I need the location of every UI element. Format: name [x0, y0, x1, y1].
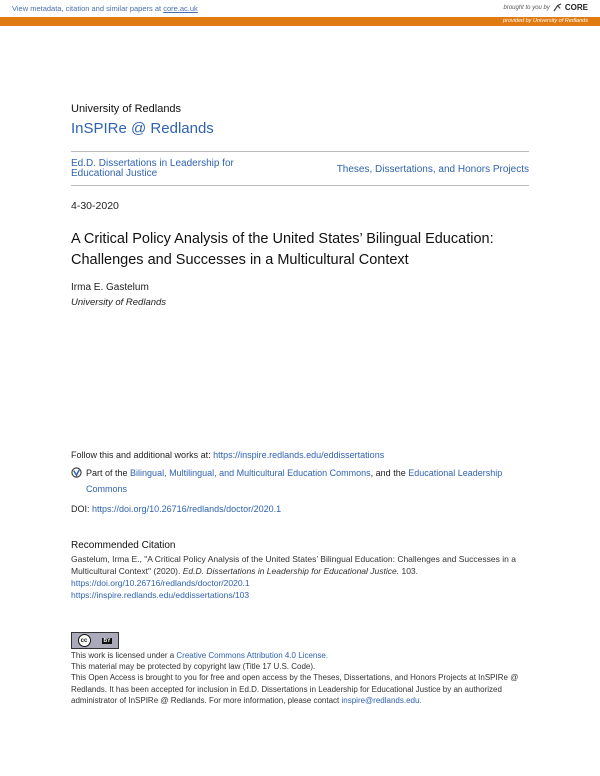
- collection-link-eddissertations[interactable]: Ed.D. Dissertations in Leadership for Educational Justice: [71, 158, 234, 179]
- commons-network-icon: [71, 467, 82, 478]
- brought-by-text: brought to you by: [503, 4, 550, 11]
- core-brand[interactable]: [504, 3, 589, 12]
- citation-text: Gastelum, Irma E., "A Critical Policy Analysis of the United States’ Bilingual Education: Challenges and Successes in a Multicultural Context" (2020).: [71, 554, 516, 576]
- cc-license-link[interactable]: Creative Commons Attribution 4.0 License.: [176, 651, 329, 660]
- paper-title: A Critical Policy Analysis of the United States’ Bilingual Education: Challenges and Successes in a Multicultural Context: [71, 231, 494, 268]
- author-name: Irma E. Gastelum: [71, 282, 149, 293]
- citation-doi-link[interactable]: https://doi.org/10.26716/redlands/doctor/2020.1: [71, 578, 250, 588]
- educational-leadership-commons-link[interactable]: Educational Leadership Commons: [86, 468, 503, 494]
- divider-top: [71, 151, 529, 152]
- repository-link[interactable]: InSPIRe @ Redlands: [71, 120, 214, 137]
- citation-body: [71, 553, 531, 601]
- license-line3: This Open Access is brought to you for free and open access by the Theses, Dissertations, and Honors Projects at InSPIRe @ Redlands. It has been accepted for inclusion in Ed.D. Dissertations in Leadership for Educational Justice by an authorized administrator of InSPIRe @ Redlands. For more information, please contact: [71, 673, 519, 705]
- bilingual-commons-link[interactable]: Bilingual, Multilingual, and Multicultural Education Commons: [130, 468, 371, 478]
- part-of-mid: , and the: [370, 468, 406, 478]
- doi-link[interactable]: https://doi.org/10.26716/redlands/doctor/2020.1: [92, 504, 282, 514]
- license-text: [71, 650, 541, 706]
- core-link[interactable]: core.ac.uk: [163, 4, 198, 13]
- contact-email-link[interactable]: inspire@redlands.edu.: [341, 695, 422, 705]
- follow-url-link[interactable]: https://inspire.redlands.edu/eddissertations: [213, 450, 385, 460]
- citation-number: 103.: [401, 566, 419, 576]
- cc-by-icon: BY: [103, 637, 111, 644]
- doi-label: DOI:: [71, 504, 90, 514]
- citation-journal: Ed.D. Dissertations in Leadership for Educational Justice.: [182, 566, 400, 576]
- divider-bottom: [71, 185, 529, 186]
- provided-by[interactable]: provided by University of Redlands: [503, 18, 588, 24]
- cc-icon: cc: [78, 634, 91, 647]
- follow-text: Follow this and additional works at:: [71, 450, 211, 460]
- license-line2: This material may be protected by copyright law (Title 17 U.S. Code).: [71, 662, 316, 672]
- university-name: University of Redlands: [71, 103, 182, 115]
- core-logo-icon: [553, 3, 562, 12]
- collection-link-theses[interactable]: Theses, Dissertations, and Honors Projects: [336, 164, 529, 175]
- doi-line: [71, 501, 281, 517]
- core-label: CORE: [564, 3, 588, 12]
- core-view-text: View metadata, citation and similar papers at: [12, 4, 162, 13]
- citation-heading: Recommended Citation: [71, 540, 176, 551]
- cc-license-badge[interactable]: [71, 632, 119, 649]
- author-affiliation: University of Redlands: [71, 297, 167, 308]
- publication-date: 4-30-2020: [71, 200, 119, 212]
- follow-line: [71, 447, 384, 463]
- citation-url-link[interactable]: https://inspire.redlands.edu/eddissertations/103: [71, 590, 250, 600]
- core-metadata-notice: [12, 4, 198, 13]
- part-of-text: Part of the: [86, 468, 128, 478]
- part-of-line: [86, 465, 511, 497]
- license-line1-text: This work is licensed under a: [71, 651, 175, 660]
